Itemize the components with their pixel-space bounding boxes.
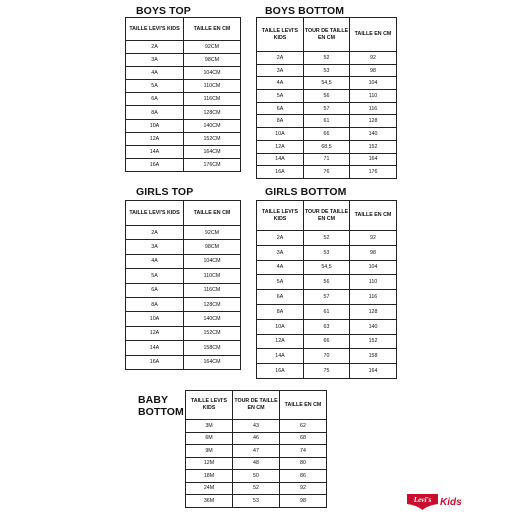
col-header-size: TAILLE LEVI'S KIDS [186,391,233,420]
table-row [257,290,397,305]
col-header-height: TAILLE EN CM [184,18,241,41]
table-cell: 10A [126,312,184,326]
table-cell: 68,5 [304,140,350,153]
table-cell: 63 [304,319,350,334]
table-cell: 128 [350,115,397,128]
table-cell: 176 [350,166,397,179]
table-row [257,260,397,275]
boys-top-table [125,17,241,172]
table-cell: 74 [280,445,327,458]
table-cell: 12A [257,140,304,153]
boys-bottom-table [256,17,397,179]
col-header-height: TAILLE EN CM [350,201,397,231]
table-cell: 56 [304,90,350,103]
table-cell: 2A [126,226,184,240]
table-cell: 164 [350,364,397,379]
table-row [126,67,241,80]
table-cell: 50 [233,470,280,483]
logo-brand-text: Levi's [413,496,432,505]
table-row [126,226,241,240]
table-cell: 4A [257,260,304,275]
table-cell: 164CM [184,355,241,369]
table-row [126,145,241,158]
table-cell: 8A [257,115,304,128]
table-cell: 116 [350,290,397,305]
table-cell: 6A [126,93,184,106]
table-cell: 164CM [184,145,241,158]
table-cell: 57 [304,290,350,305]
table-row [257,319,397,334]
table-cell: 128 [350,304,397,319]
table-cell: 5A [126,80,184,93]
baby-bottom-title-line2: BOTTOM [138,406,184,418]
table-row [186,420,327,433]
table-cell: 140CM [184,119,241,132]
table-cell: 92 [280,482,327,495]
table-row [257,128,397,141]
table-row [126,132,241,145]
table-row [257,364,397,379]
table-cell: 3A [257,245,304,260]
table-cell: 2A [257,52,304,65]
table-cell: 3A [126,54,184,67]
table-cell: 52 [304,231,350,246]
table-row [257,102,397,115]
table-cell: 36M [186,495,233,508]
col-header-size: TAILLE LEVI'S KIDS [257,201,304,231]
table-cell: 2A [126,41,184,54]
table-cell: 2A [257,231,304,246]
table-row [126,254,241,268]
table-cell: 104 [350,77,397,90]
table-cell: 12M [186,457,233,470]
table-row [257,275,397,290]
table-cell: 128CM [184,297,241,311]
col-header-waist: TOUR DE TAILLE EN CM [304,201,350,231]
table-cell: 52 [304,52,350,65]
table-cell: 16A [257,166,304,179]
table-cell: 16A [126,355,184,369]
table-row [257,115,397,128]
table-cell: 110 [350,275,397,290]
col-header-waist: TOUR DE TAILLE EN CM [304,18,350,52]
table-cell: 128CM [184,106,241,119]
table-cell: 8A [126,106,184,119]
table-cell: 12A [257,334,304,349]
table-cell: 57 [304,102,350,115]
table-row [257,334,397,349]
table-cell: 98 [280,495,327,508]
table-cell: 9M [186,445,233,458]
table-cell: 110CM [184,80,241,93]
table-cell: 152 [350,140,397,153]
table-cell: 14A [126,145,184,158]
table-row [186,432,327,445]
boys-bottom-title: BOYS BOTTOM [265,5,345,17]
table-cell: 116CM [184,283,241,297]
table-cell: 110 [350,90,397,103]
table-cell: 56 [304,275,350,290]
table-row [186,470,327,483]
table-cell: 54,5 [304,77,350,90]
table-row [257,90,397,103]
table-cell: 66 [304,128,350,141]
table-cell: 110CM [184,269,241,283]
table-row [257,77,397,90]
table-row [126,93,241,106]
col-header-size: TAILLE LEVI'S KIDS [257,18,304,52]
table-cell: 43 [233,420,280,433]
table-cell: 52 [233,482,280,495]
girls-top-table [125,200,241,370]
table-cell: 53 [304,64,350,77]
table-cell: 5A [126,269,184,283]
table-cell: 14A [257,349,304,364]
table-cell: 92CM [184,226,241,240]
table-cell: 47 [233,445,280,458]
table-row [126,54,241,67]
table-row [126,297,241,311]
table-cell: 48 [233,457,280,470]
table-cell: 12A [126,132,184,145]
girls-top-title: GIRLS TOP [136,186,194,198]
table-row [257,52,397,65]
table-cell: 14A [126,341,184,355]
table-cell: 10A [257,128,304,141]
table-cell: 6M [186,432,233,445]
table-row [126,312,241,326]
table-row [126,355,241,369]
table-cell: 86 [280,470,327,483]
table-cell: 152CM [184,326,241,340]
table-cell: 140 [350,319,397,334]
table-row [126,41,241,54]
table-cell: 104CM [184,254,241,268]
table-row [186,457,327,470]
col-header-size: TAILLE LEVI'S KIDS [126,18,184,41]
table-cell: 80 [280,457,327,470]
table-cell: 5A [257,90,304,103]
table-cell: 62 [280,420,327,433]
table-row [257,349,397,364]
table-cell: 116 [350,102,397,115]
table-cell: 10A [257,319,304,334]
logo-suffix-text: Kids [440,497,462,508]
table-cell: 152 [350,334,397,349]
table-cell: 6A [126,283,184,297]
table-cell: 3A [257,64,304,77]
table-cell: 12A [126,326,184,340]
table-row [126,119,241,132]
table-cell: 61 [304,304,350,319]
baby-bottom-title-line1: BABY [138,394,169,406]
table-cell: 116CM [184,93,241,106]
table-row [126,283,241,297]
table-cell: 6A [257,102,304,115]
table-cell: 104 [350,260,397,275]
table-cell: 53 [233,495,280,508]
table-cell: 24M [186,482,233,495]
table-cell: 92 [350,231,397,246]
table-cell: 164 [350,153,397,166]
table-row [257,153,397,166]
table-cell: 8A [126,297,184,311]
table-row [257,245,397,260]
table-cell: 104CM [184,67,241,80]
table-row [257,304,397,319]
table-cell: 6A [257,290,304,305]
table-row [126,106,241,119]
col-header-waist: TOUR DE TAILLE EN CM [233,391,280,420]
table-cell: 152CM [184,132,241,145]
table-cell: 92CM [184,41,241,54]
table-cell: 4A [126,67,184,80]
table-row [126,158,241,171]
table-row [186,495,327,508]
table-cell: 3A [126,240,184,254]
table-cell: 66 [304,334,350,349]
table-cell: 176CM [184,158,241,171]
col-header-height: TAILLE EN CM [184,201,241,226]
table-cell: 14A [257,153,304,166]
col-header-height: TAILLE EN CM [350,18,397,52]
baby-bottom-table [185,390,327,508]
baby-bottom-title [138,394,184,418]
table-row [186,445,327,458]
table-cell: 4A [257,77,304,90]
table-row [257,140,397,153]
table-cell: 98 [350,64,397,77]
boys-top-title: BOYS TOP [136,5,191,17]
col-header-height: TAILLE EN CM [280,391,327,420]
table-cell: 16A [257,364,304,379]
table-cell: 76 [304,166,350,179]
table-cell: 54,5 [304,260,350,275]
table-cell: 61 [304,115,350,128]
table-row [257,64,397,77]
table-cell: 68 [280,432,327,445]
table-cell: 98CM [184,240,241,254]
table-cell: 10A [126,119,184,132]
table-cell: 98 [350,245,397,260]
girls-bottom-table [256,200,397,379]
table-cell: 53 [304,245,350,260]
table-row [126,80,241,93]
levis-kids-logo [407,493,469,511]
table-row [126,240,241,254]
table-row [257,166,397,179]
table-cell: 98CM [184,54,241,67]
table-cell: 16A [126,158,184,171]
table-cell: 158 [350,349,397,364]
table-row [126,269,241,283]
col-header-size: TAILLE LEVI'S KIDS [126,201,184,226]
table-cell: 3M [186,420,233,433]
table-cell: 71 [304,153,350,166]
levis-batwing-icon [407,493,469,511]
table-cell: 140CM [184,312,241,326]
table-cell: 158CM [184,341,241,355]
table-cell: 4A [126,254,184,268]
girls-bottom-title: GIRLS BOTTOM [265,186,347,198]
table-cell: 70 [304,349,350,364]
table-cell: 18M [186,470,233,483]
table-row [186,482,327,495]
table-cell: 5A [257,275,304,290]
table-cell: 92 [350,52,397,65]
table-cell: 46 [233,432,280,445]
table-row [126,326,241,340]
table-row [257,231,397,246]
table-row [126,341,241,355]
table-cell: 75 [304,364,350,379]
table-cell: 8A [257,304,304,319]
table-cell: 140 [350,128,397,141]
